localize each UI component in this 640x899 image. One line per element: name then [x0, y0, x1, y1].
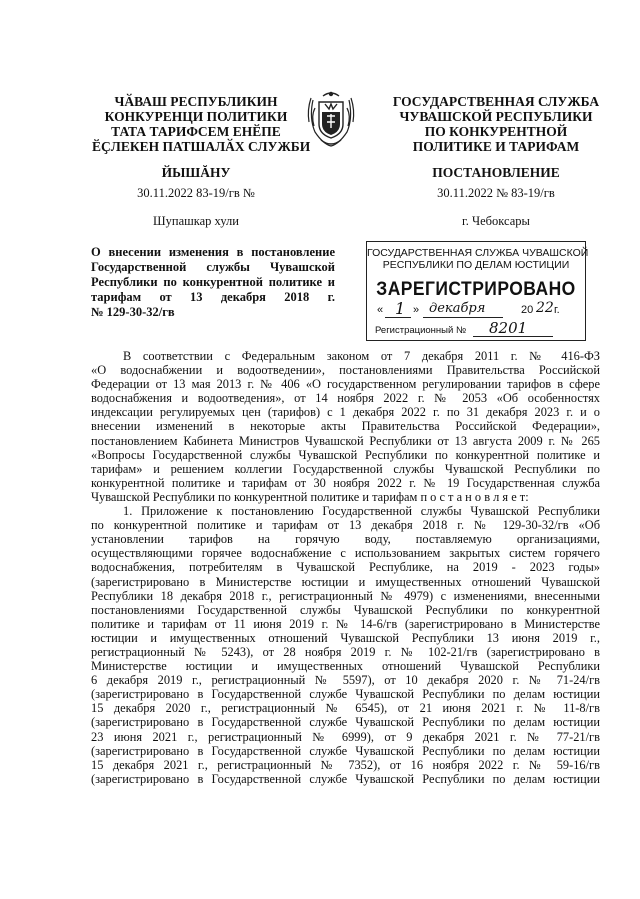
subject-line: О внесении изменения в постановление [91, 245, 335, 259]
body-line: регистрационный № 5243), от 28 ноября 2019 г. № 102-21/гв (зарегистрировано в [91, 644, 600, 659]
body-line: установлении тарифов на горячую воду, поставляемую организациями, [91, 532, 600, 547]
body-line: юстиции и имущественных отношений Чувашской Республики 13 июня 2019 г., [91, 630, 600, 645]
header-left-line: КОНКУРЕНЦИ ПОЛИТИКИ [104, 109, 288, 124]
stamp-year-g: г. [554, 304, 560, 316]
doc-type-russian: ПОСТАНОВЛЕНИЕ [432, 165, 560, 180]
header-left-line: ТАТА ТАРИФСЕМ ЕНӖПЕ [111, 124, 281, 139]
stamp-quote-close: » [413, 304, 420, 316]
body-line: Чувашской Республики по конкурентной политике и тарифам п о с т а н о в л я е т: [91, 489, 529, 504]
doc-type-chuvash: ЙЫШĂНУ [161, 165, 231, 180]
stamp-reg-row [373, 319, 579, 338]
body-line: постановлениями Государственной службы Чувашской Республики по конкурентной [91, 602, 600, 617]
body-line: (зарегистрировано в Государственной службе Чувашской Республики по делам юстиции [91, 743, 600, 758]
coat-of-arms-icon [305, 88, 357, 150]
body-line: осуществляющими горячее водоснабжение с использованием закрытых систем горячего [91, 546, 600, 561]
stamp-registered-label: ЗАРЕГИСТРИРОВАНО [376, 279, 576, 300]
city-russian: г. Чебоксары [462, 214, 530, 228]
body-line: по конкурентной политике и тарифам от 13 декабря 2018 г. № 129-30-32/гв «Об [91, 518, 600, 533]
body-line: постановлением Кабинета Министров Чувашской Республики от 13 августа 2009 г. № 265 [91, 433, 600, 448]
stamp-month-underline [423, 317, 503, 318]
body-line: (зарегистрировано в Государственной службе Чувашской Республики по делам юстиции [91, 715, 600, 730]
body-line: Республики 18 декабря 2018 г., регистрационный № 4979) с изменениями, внесенными [91, 588, 600, 603]
body-line: 1. Приложение к постановлению Государственной службы Чувашской Республики [123, 504, 600, 519]
body-line: Федерации от 13 мая 2013 г. № 406 «О государственном регулировании тарифов в сфере [91, 377, 600, 392]
stamp-day-underline [385, 317, 411, 318]
body-line: (зарегистрировано в Государственной службе Чувашской Республики по делам юстиции [91, 687, 600, 702]
subject-line: № 129-30-32/гв [91, 305, 175, 319]
header-left-line: ӖҪЛЕКЕН ПАТШАЛӐХ СЛУЖБИ [92, 139, 311, 154]
header-right-line: ЧУВАШСКОЙ РЕСПУБЛИКИ [399, 109, 593, 124]
stamp-quote-open: « [377, 304, 384, 316]
document-subject [91, 245, 335, 320]
body-line: политике и тарифам от 11 июня 2019 г. № 14-6/гв (зарегистрировано в Министерстве [91, 616, 600, 631]
body-line: (зарегистрировано в Государственной службе Чувашской Республики по делам юстиции [91, 771, 600, 786]
subject-line: тарифам от 13 декабря 2018 г. [91, 290, 335, 304]
stamp-authority-line: ГОСУДАРСТВЕННАЯ СЛУЖБА ЧУВАШСКОЙ [367, 247, 589, 259]
stamp-reg-underline [473, 336, 553, 337]
registration-stamp [366, 241, 589, 341]
body-line: 6 декабря 2019 г., регистрационный № 5597), от 10 декабря 2020 г. № 71-24/гв [91, 673, 600, 688]
body-line: (зарегистрировано в Министерстве юстиции и имущественных отношений Чувашской [91, 574, 600, 589]
header-right-line: ГОСУДАРСТВЕННАЯ СЛУЖБА [392, 94, 600, 109]
body-line: тарифам» и решением коллегии Государственной службы Чувашской Республики по [91, 461, 600, 476]
document-body [91, 349, 600, 786]
header-right-line: ПО КОНКУРЕНТНОЙ [424, 124, 568, 139]
stamp-month: декабря [429, 301, 486, 316]
body-line: «О водоснабжении и водоотведении», постановлениями Правительства Российской [91, 363, 600, 378]
body-line: конкурентной политике и тарифам от 30 ноября 2022 г. № 19 Государственная служба [91, 475, 600, 490]
stamp-reg-number: 8201 [489, 319, 528, 337]
date-number-chuvash: 30.11.2022 83-19/гв № [137, 186, 255, 200]
body-line: водоснабжения, потребителям в Чувашской Республике, на 2019 - 2023 годы» [91, 560, 600, 575]
body-line: водоснабжения и водоотведения», от 14 ноября 2022 г. № 2053 «Об особенностях [91, 391, 600, 406]
body-line: «Вопросы Государственной службы Чувашской Республики по конкурентной политике и [91, 447, 600, 462]
header-right-line: ПОЛИТИКЕ И ТАРИФАМ [412, 139, 580, 154]
stamp-day: 1 [395, 299, 406, 318]
stamp-authority-line: РЕСПУБЛИКИ ПО ДЕЛАМ ЮСТИЦИИ [382, 259, 570, 271]
subject-line: Государственной службы Чувашской [91, 260, 335, 274]
city-chuvash: Шупашкар хули [153, 214, 239, 228]
date-number-russian: 30.11.2022 № 83-19/гв [437, 186, 555, 200]
stamp-year-prefix: 20 [521, 304, 534, 316]
header-left-line: ЧӐВАШ РЕСПУБЛИКИН [114, 94, 278, 109]
subject-line: Республики по конкурентной политике и [91, 275, 335, 289]
body-line: индексации регулируемых цен (тарифов) с 1 декабря 2022 г. по 31 декабря 2023 г. и о [91, 405, 600, 420]
body-line: 23 июня 2021 г., регистрационный № 6999), от 9 декабря 2021 г. № 77-21/гв [91, 729, 600, 744]
stamp-date-row [373, 299, 579, 318]
header-right [392, 94, 600, 154]
body-line: внесении изменений в некоторые акты Правительства Российской Федерации», [91, 419, 600, 434]
body-line: Министерстве юстиции и имущественных отношений Чувашской Республики [91, 659, 600, 674]
stamp-year-suffix: 22 [536, 300, 554, 316]
stamp-reg-label: Регистрационный № [375, 325, 467, 336]
header-left [92, 94, 311, 154]
body-line: 15 декабря 2021 г., регистрационный № 7352), от 16 ноября 2022 г. № 59-16/гв [91, 757, 600, 772]
body-line: В соответствии с Федеральным законом от 7 декабря 2011 г. № 416-ФЗ [123, 349, 600, 363]
body-line: 15 декабря 2020 г., регистрационный № 6545), от 21 июня 2021 г. № 11-8/гв [91, 701, 600, 716]
